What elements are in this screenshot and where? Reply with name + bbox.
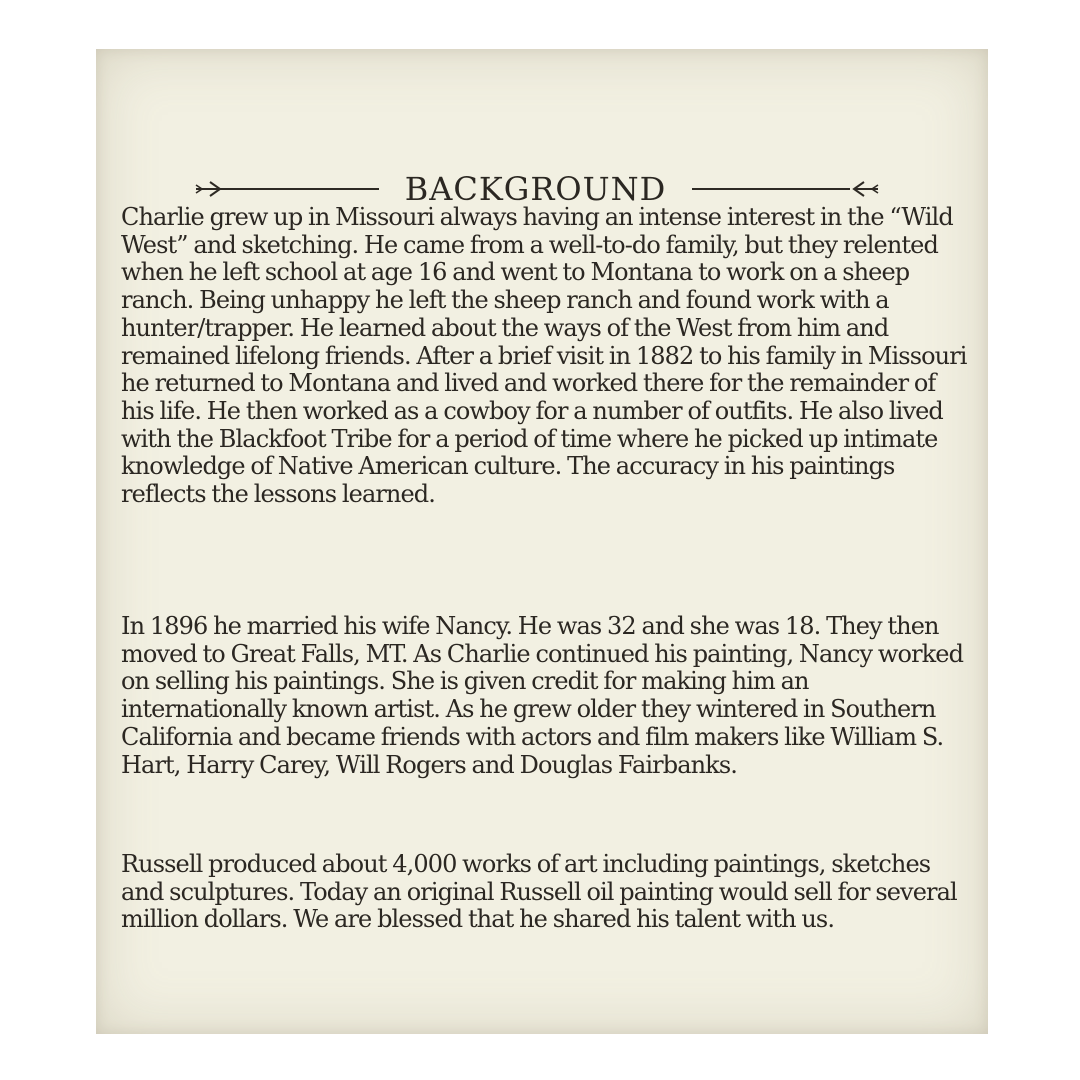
paragraph-early-life: Charlie grew up in Missouri always having an intense interest in the “Wild West” and sketching. He came from a well-to-do family, but they relented when he left school at age 16 and went to Montana to work on a sheep ranch. Being unhappy he left the sheep ranch and found work with a hunter/trapper. He learned about the ways of the West from him and remained lifelong friends. After a brief visit in 1882 to his family in Missouri he returned to Montana and lived and worked there for the remainder of his life. He then worked as a cowboy for a number of outfits. He also lived with the Blackfoot Tribe for a period of time where he picked up intimate knowledge of Native American culture. The accuracy in his paintings reflects the lessons learned. (121, 203, 967, 509)
paragraph-marriage: In 1896 he married his wife Nancy. He was 32 and she was 18. They then moved to Great Falls, MT. As Charlie continued his painting, Nancy worked on selling his paintings. She is given credit for making him an internationally known artist. As he grew older they wintered in Southern California and became friends with actors and film makers like William S. Hart, Harry Carey, Will Rogers and Douglas Fairbanks. (121, 612, 964, 779)
paragraph-legacy: Russell produced about 4,000 works of art including paintings, sketches and sculptures. Today an original Russell oil painting would sell for several million dollars. We are blessed that he shared his talent with us. (121, 850, 957, 934)
parchment-page (96, 49, 988, 1034)
heading-title: BACKGROUND (404, 170, 667, 208)
heading-rule-right (692, 188, 850, 190)
arrow-tail-left-icon (850, 177, 880, 201)
heading-rule-left (220, 188, 379, 190)
